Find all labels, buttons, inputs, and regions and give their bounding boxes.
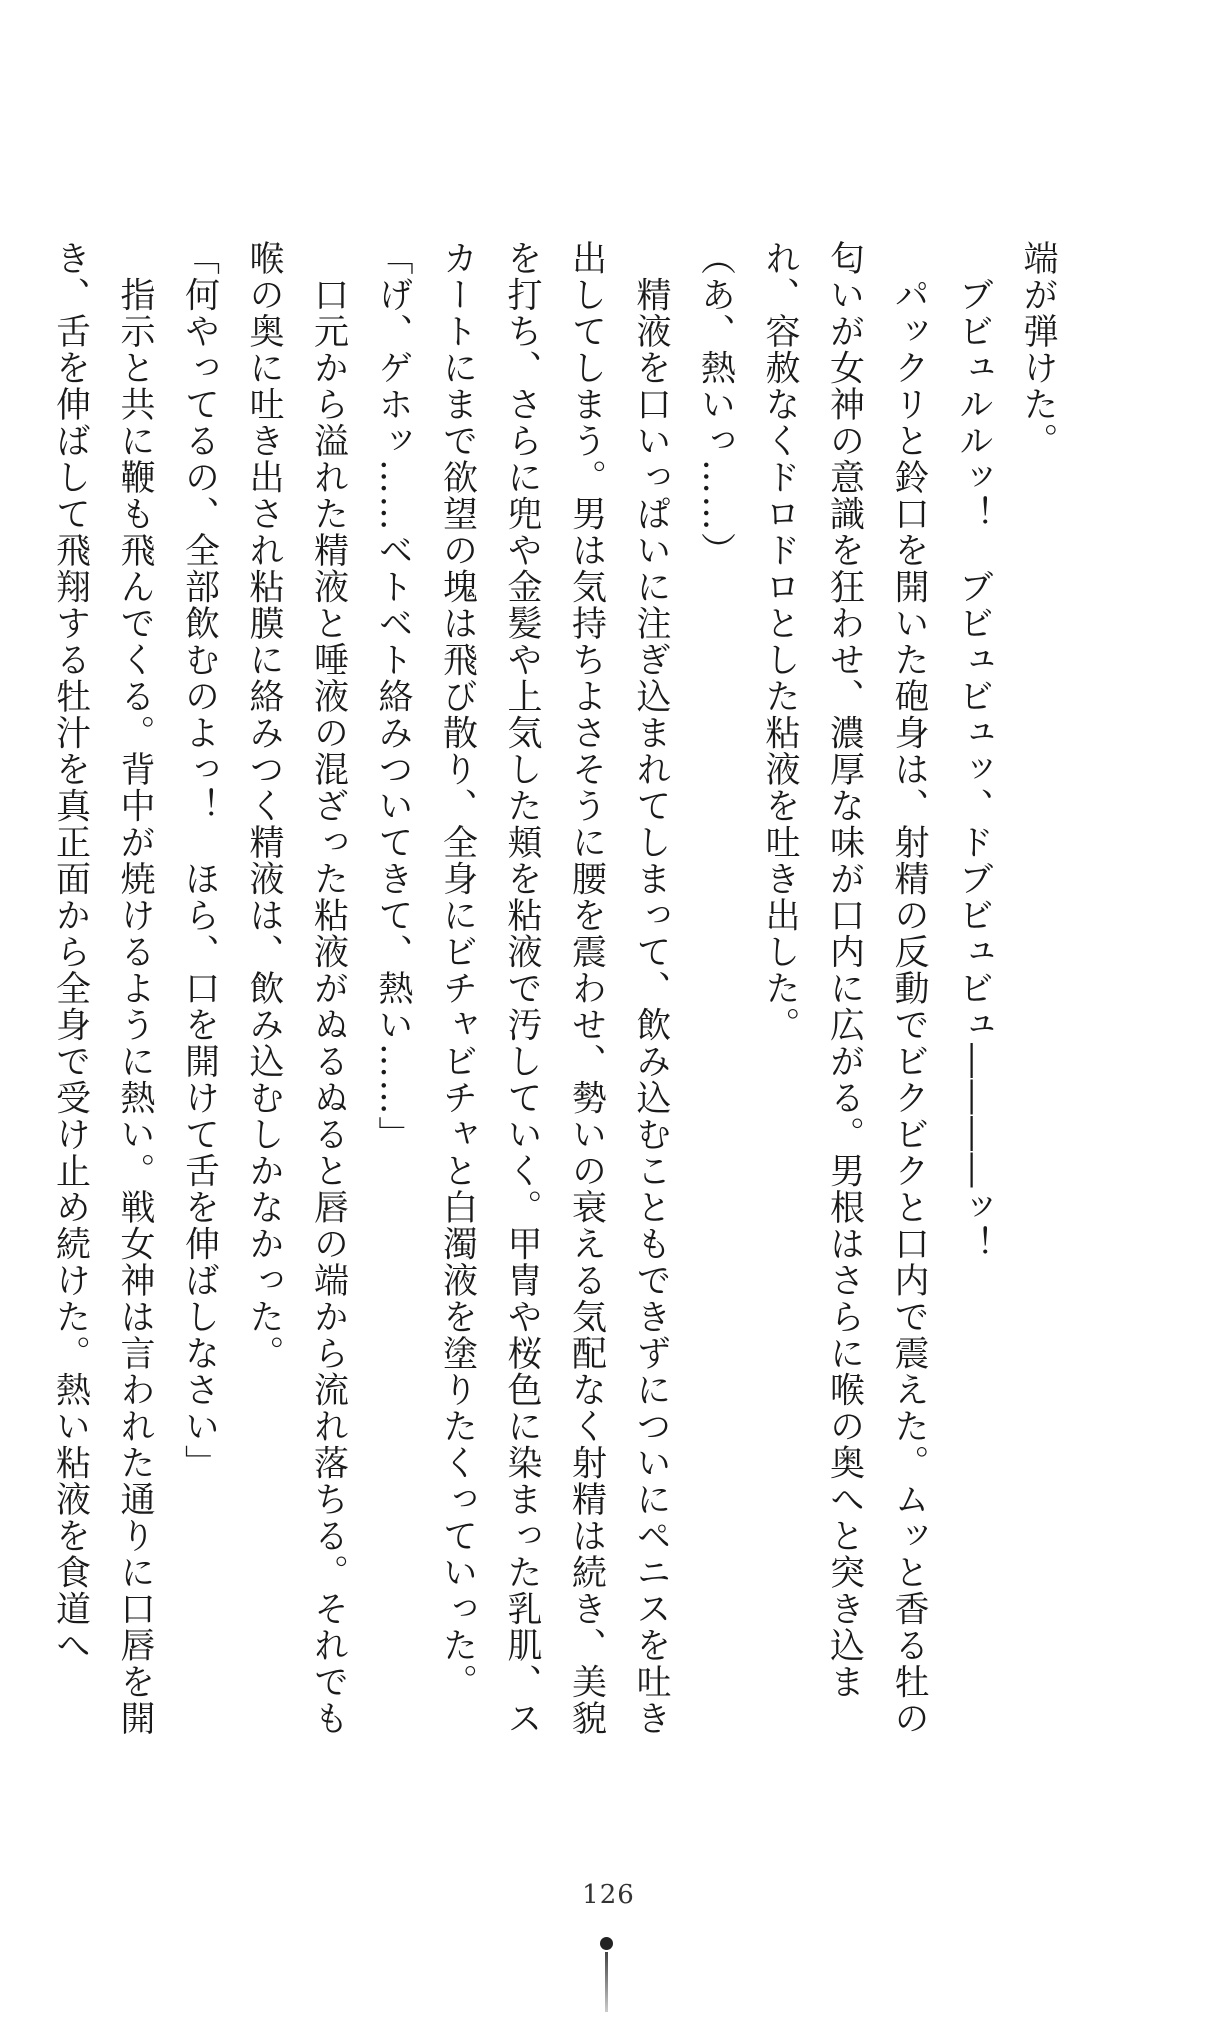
page-dot-tail	[605, 1952, 608, 2012]
text-line: ブビュルルッ！ ブビュビュッ、ドブビュビュ――――ッ！	[953, 240, 994, 1262]
vertical-text-body	[50, 240, 1070, 1760]
text-line: パックリと鈴口を開いた砲身は、射精の反動でビクビクと口内で震えた。ムッと香る牡の匂いが女神の意識を狂わせ、濃厚な味が口内に広がる。男根はさらに喉の奥へと突き込まれ、容赦なくドロドロとした粘液を吐き出した。	[760, 240, 929, 1737]
text-line: （あ、熱いっ……）	[695, 240, 736, 569]
text-line: 指示と共に鞭も飛んでくる。背中が焼けるように熱い。戦女神は言われた通りに口唇を開き、舌を伸ばして飛翔する牡汁を真正面から全身で受け止め続けた。熱い粘液を食道へ	[50, 240, 155, 1737]
text-line: 口元から溢れた精液と唾液の混ざった粘液がぬるぬると唇の端から流れ落ちる。それでも喉の奥に吐き出され粘膜に絡みつく精液は、飲み込むしかなかった。	[244, 240, 349, 1737]
text-line: 端が弾けた。	[1018, 240, 1058, 459]
text-line: 精液を口いっぱいに注ぎ込まれてしまって、飲み込むこともできずについにペニスを吐き出してしまう。男は気持ちよさそうに腰を震わせ、勢いの衰える気配なく射精は続き、美貌を打ち、さらに兜や金髪や上気した頬を粘液で汚していく。甲冑や桜色に染まった乳肌、スカートにまで欲望の塊は飛び散り、全身にビチャビチャと白濁液を塗りたくっていった。	[437, 240, 671, 1737]
page-dot-icon	[600, 1937, 613, 1950]
text-line: 「何やってるの、全部飲むのよっ！ ほら、口を開けて舌を伸ばしなさい」	[179, 240, 220, 1481]
page-number: 126	[582, 1880, 635, 1910]
text-line: 「げ、ゲホッ……ベトベト絡みついてきて、熱い……」	[373, 240, 413, 1153]
